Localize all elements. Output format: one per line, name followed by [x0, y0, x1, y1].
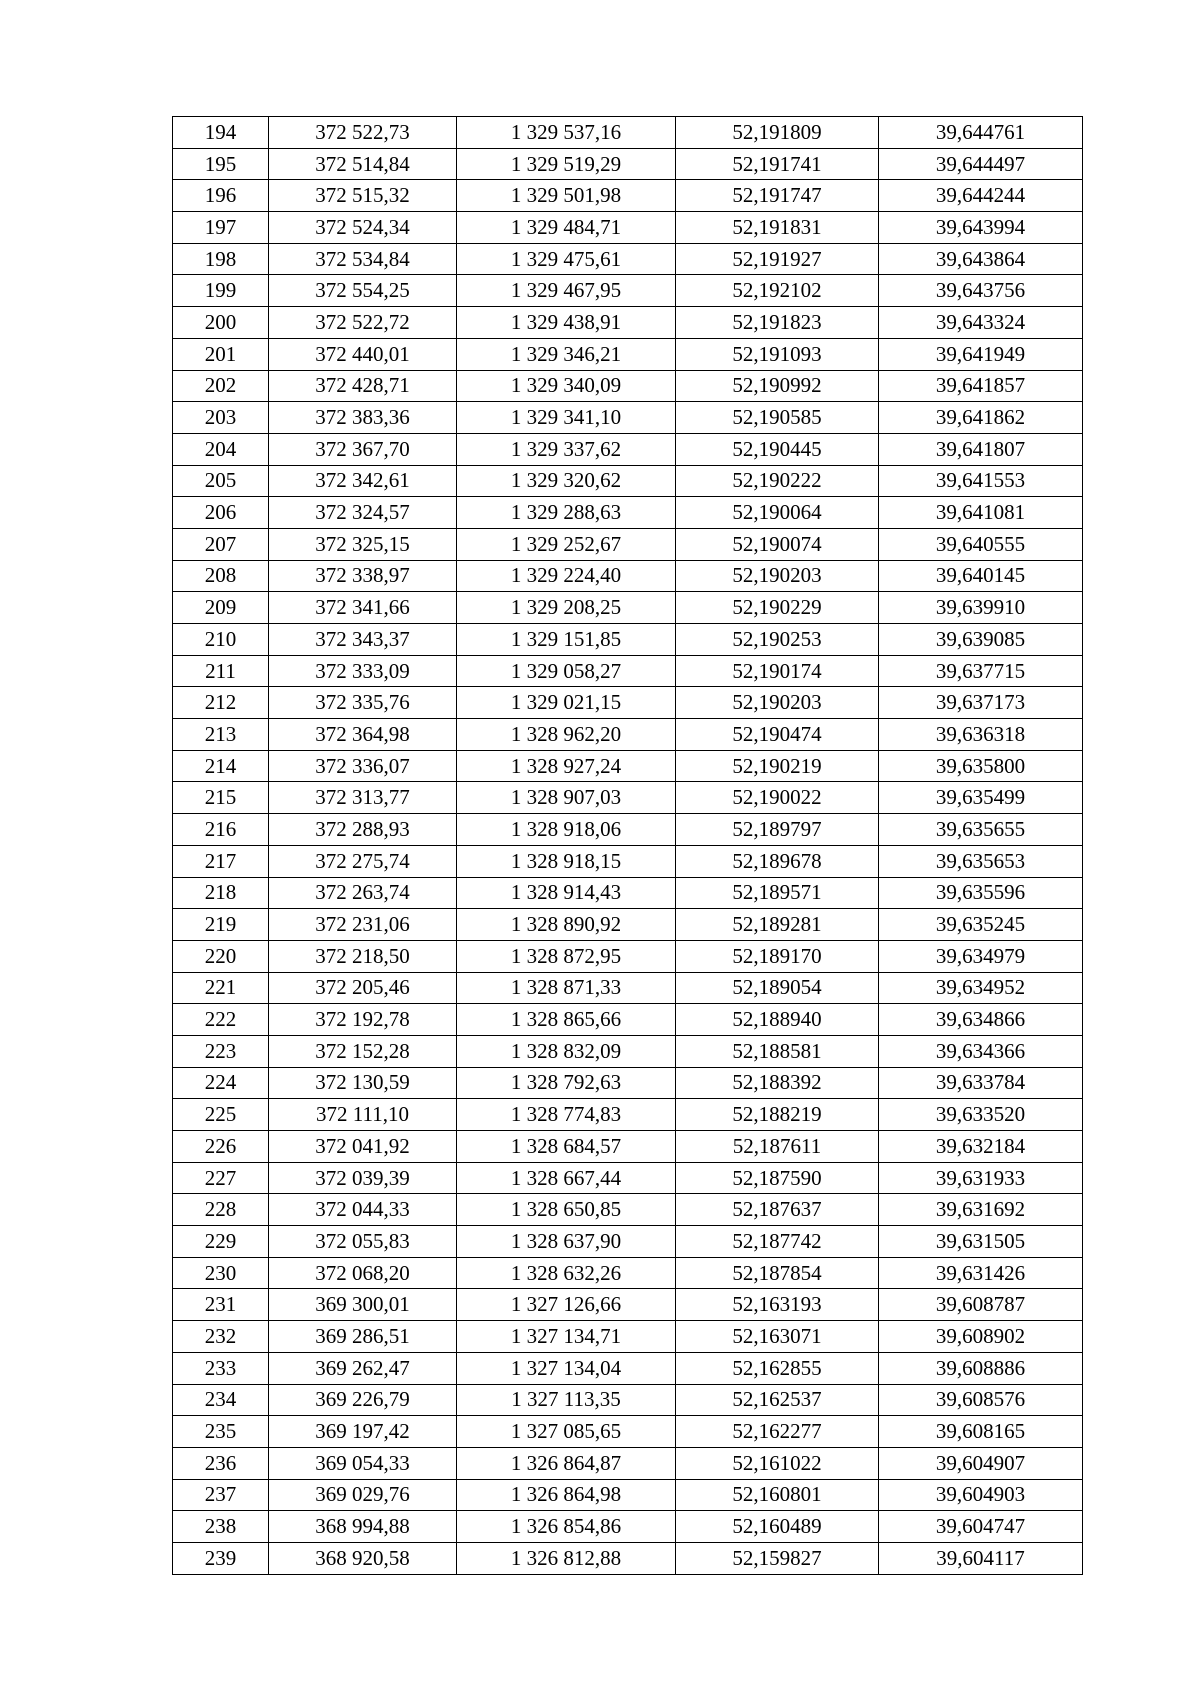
longitude-cell: 39,644761: [879, 117, 1083, 149]
point-number-cell: 238: [173, 1511, 269, 1543]
x-coordinate-cell: 369 226,79: [269, 1384, 457, 1416]
x-coordinate-cell: 369 197,42: [269, 1416, 457, 1448]
latitude-cell: 52,161022: [676, 1447, 879, 1479]
point-number-cell: 227: [173, 1162, 269, 1194]
table-row: [173, 1384, 1083, 1416]
x-coordinate-cell: 372 554,25: [269, 275, 457, 307]
table-row: [173, 687, 1083, 719]
longitude-cell: 39,641807: [879, 433, 1083, 465]
latitude-cell: 52,191809: [676, 117, 879, 149]
point-number-cell: 219: [173, 909, 269, 941]
point-number-cell: 208: [173, 560, 269, 592]
longitude-cell: 39,604747: [879, 1511, 1083, 1543]
x-coordinate-cell: 372 333,09: [269, 655, 457, 687]
y-coordinate-cell: 1 328 865,66: [457, 1004, 676, 1036]
longitude-cell: 39,641862: [879, 402, 1083, 434]
x-coordinate-cell: 372 440,01: [269, 338, 457, 370]
x-coordinate-cell: 372 192,78: [269, 1004, 457, 1036]
table-row: [173, 719, 1083, 751]
x-coordinate-cell: 372 111,10: [269, 1099, 457, 1131]
y-coordinate-cell: 1 328 872,95: [457, 940, 676, 972]
table-row: [173, 1416, 1083, 1448]
point-number-cell: 195: [173, 148, 269, 180]
table-row: [173, 243, 1083, 275]
y-coordinate-cell: 1 329 537,16: [457, 117, 676, 149]
longitude-cell: 39,631692: [879, 1194, 1083, 1226]
table-row: [173, 814, 1083, 846]
table-row: [173, 1035, 1083, 1067]
latitude-cell: 52,191747: [676, 180, 879, 212]
x-coordinate-cell: 372 428,71: [269, 370, 457, 402]
point-number-cell: 196: [173, 180, 269, 212]
longitude-cell: 39,644244: [879, 180, 1083, 212]
point-number-cell: 232: [173, 1321, 269, 1353]
point-number-cell: 210: [173, 624, 269, 656]
table-row: [173, 528, 1083, 560]
longitude-cell: 39,631933: [879, 1162, 1083, 1194]
point-number-cell: 221: [173, 972, 269, 1004]
latitude-cell: 52,190222: [676, 465, 879, 497]
table-row: [173, 655, 1083, 687]
longitude-cell: 39,637715: [879, 655, 1083, 687]
y-coordinate-cell: 1 329 252,67: [457, 528, 676, 560]
x-coordinate-cell: 372 524,34: [269, 212, 457, 244]
point-number-cell: 230: [173, 1257, 269, 1289]
point-number-cell: 197: [173, 212, 269, 244]
latitude-cell: 52,188940: [676, 1004, 879, 1036]
longitude-cell: 39,608165: [879, 1416, 1083, 1448]
x-coordinate-cell: 369 286,51: [269, 1321, 457, 1353]
longitude-cell: 39,635499: [879, 782, 1083, 814]
longitude-cell: 39,635245: [879, 909, 1083, 941]
y-coordinate-cell: 1 328 637,90: [457, 1226, 676, 1258]
x-coordinate-cell: 372 515,32: [269, 180, 457, 212]
x-coordinate-cell: 372 325,15: [269, 528, 457, 560]
table-row: [173, 1321, 1083, 1353]
latitude-cell: 52,187611: [676, 1131, 879, 1163]
longitude-cell: 39,635800: [879, 750, 1083, 782]
table-row: [173, 1447, 1083, 1479]
y-coordinate-cell: 1 329 346,21: [457, 338, 676, 370]
y-coordinate-cell: 1 326 864,98: [457, 1479, 676, 1511]
point-number-cell: 200: [173, 307, 269, 339]
longitude-cell: 39,637173: [879, 687, 1083, 719]
latitude-cell: 52,190022: [676, 782, 879, 814]
y-coordinate-cell: 1 328 918,06: [457, 814, 676, 846]
x-coordinate-cell: 369 029,76: [269, 1479, 457, 1511]
table-row: [173, 909, 1083, 941]
y-coordinate-cell: 1 328 962,20: [457, 719, 676, 751]
longitude-cell: 39,636318: [879, 719, 1083, 751]
latitude-cell: 52,190174: [676, 655, 879, 687]
y-coordinate-cell: 1 329 021,15: [457, 687, 676, 719]
longitude-cell: 39,631505: [879, 1226, 1083, 1258]
latitude-cell: 52,190219: [676, 750, 879, 782]
longitude-cell: 39,644497: [879, 148, 1083, 180]
point-number-cell: 212: [173, 687, 269, 719]
table-row: [173, 1479, 1083, 1511]
longitude-cell: 39,608902: [879, 1321, 1083, 1353]
table-row: [173, 1067, 1083, 1099]
latitude-cell: 52,190064: [676, 497, 879, 529]
x-coordinate-cell: 372 313,77: [269, 782, 457, 814]
y-coordinate-cell: 1 329 475,61: [457, 243, 676, 275]
longitude-cell: 39,641553: [879, 465, 1083, 497]
x-coordinate-cell: 372 367,70: [269, 433, 457, 465]
table-row: [173, 877, 1083, 909]
point-number-cell: 223: [173, 1035, 269, 1067]
longitude-cell: 39,604117: [879, 1542, 1083, 1574]
table-row: [173, 275, 1083, 307]
longitude-cell: 39,643994: [879, 212, 1083, 244]
x-coordinate-cell: 372 039,39: [269, 1162, 457, 1194]
point-number-cell: 199: [173, 275, 269, 307]
latitude-cell: 52,191741: [676, 148, 879, 180]
point-number-cell: 229: [173, 1226, 269, 1258]
x-coordinate-cell: 372 336,07: [269, 750, 457, 782]
y-coordinate-cell: 1 329 151,85: [457, 624, 676, 656]
table-row: [173, 1099, 1083, 1131]
latitude-cell: 52,162537: [676, 1384, 879, 1416]
table-row: [173, 465, 1083, 497]
latitude-cell: 52,189571: [676, 877, 879, 909]
longitude-cell: 39,640555: [879, 528, 1083, 560]
point-number-cell: 201: [173, 338, 269, 370]
x-coordinate-cell: 372 263,74: [269, 877, 457, 909]
point-number-cell: 194: [173, 117, 269, 149]
y-coordinate-cell: 1 328 871,33: [457, 972, 676, 1004]
latitude-cell: 52,190445: [676, 433, 879, 465]
point-number-cell: 237: [173, 1479, 269, 1511]
latitude-cell: 52,159827: [676, 1542, 879, 1574]
table-row: [173, 402, 1083, 434]
y-coordinate-cell: 1 327 126,66: [457, 1289, 676, 1321]
y-coordinate-cell: 1 329 058,27: [457, 655, 676, 687]
longitude-cell: 39,631426: [879, 1257, 1083, 1289]
x-coordinate-cell: 372 288,93: [269, 814, 457, 846]
y-coordinate-cell: 1 328 632,26: [457, 1257, 676, 1289]
latitude-cell: 52,191093: [676, 338, 879, 370]
point-number-cell: 214: [173, 750, 269, 782]
latitude-cell: 52,191927: [676, 243, 879, 275]
point-number-cell: 231: [173, 1289, 269, 1321]
x-coordinate-cell: 372 044,33: [269, 1194, 457, 1226]
point-number-cell: 233: [173, 1352, 269, 1384]
y-coordinate-cell: 1 326 854,86: [457, 1511, 676, 1543]
table-row: [173, 1257, 1083, 1289]
table-row: [173, 782, 1083, 814]
longitude-cell: 39,643756: [879, 275, 1083, 307]
y-coordinate-cell: 1 328 832,09: [457, 1035, 676, 1067]
longitude-cell: 39,608576: [879, 1384, 1083, 1416]
longitude-cell: 39,634952: [879, 972, 1083, 1004]
table-row: [173, 1226, 1083, 1258]
latitude-cell: 52,163193: [676, 1289, 879, 1321]
longitude-cell: 39,639085: [879, 624, 1083, 656]
longitude-cell: 39,643324: [879, 307, 1083, 339]
longitude-cell: 39,604907: [879, 1447, 1083, 1479]
table-row: [173, 212, 1083, 244]
latitude-cell: 52,189170: [676, 940, 879, 972]
latitude-cell: 52,162855: [676, 1352, 879, 1384]
point-number-cell: 213: [173, 719, 269, 751]
x-coordinate-cell: 372 522,73: [269, 117, 457, 149]
coordinate-table-body: [173, 117, 1083, 1575]
longitude-cell: 39,639910: [879, 592, 1083, 624]
x-coordinate-cell: 372 130,59: [269, 1067, 457, 1099]
table-row: [173, 972, 1083, 1004]
y-coordinate-cell: 1 328 918,15: [457, 845, 676, 877]
latitude-cell: 52,160489: [676, 1511, 879, 1543]
table-row: [173, 845, 1083, 877]
x-coordinate-cell: 372 324,57: [269, 497, 457, 529]
y-coordinate-cell: 1 329 438,91: [457, 307, 676, 339]
latitude-cell: 52,190992: [676, 370, 879, 402]
x-coordinate-cell: 372 041,92: [269, 1131, 457, 1163]
longitude-cell: 39,608787: [879, 1289, 1083, 1321]
latitude-cell: 52,191823: [676, 307, 879, 339]
x-coordinate-cell: 372 342,61: [269, 465, 457, 497]
longitude-cell: 39,635655: [879, 814, 1083, 846]
table-row: [173, 750, 1083, 782]
x-coordinate-cell: 369 262,47: [269, 1352, 457, 1384]
x-coordinate-cell: 372 275,74: [269, 845, 457, 877]
latitude-cell: 52,190203: [676, 687, 879, 719]
x-coordinate-cell: 372 205,46: [269, 972, 457, 1004]
point-number-cell: 203: [173, 402, 269, 434]
table-row: [173, 180, 1083, 212]
latitude-cell: 52,187854: [676, 1257, 879, 1289]
latitude-cell: 52,189678: [676, 845, 879, 877]
y-coordinate-cell: 1 328 890,92: [457, 909, 676, 941]
point-number-cell: 226: [173, 1131, 269, 1163]
latitude-cell: 52,190585: [676, 402, 879, 434]
y-coordinate-cell: 1 327 113,35: [457, 1384, 676, 1416]
longitude-cell: 39,635653: [879, 845, 1083, 877]
y-coordinate-cell: 1 328 914,43: [457, 877, 676, 909]
table-row: [173, 338, 1083, 370]
longitude-cell: 39,633520: [879, 1099, 1083, 1131]
point-number-cell: 202: [173, 370, 269, 402]
latitude-cell: 52,190203: [676, 560, 879, 592]
x-coordinate-cell: 369 300,01: [269, 1289, 457, 1321]
point-number-cell: 228: [173, 1194, 269, 1226]
table-row: [173, 940, 1083, 972]
longitude-cell: 39,608886: [879, 1352, 1083, 1384]
x-coordinate-cell: 372 231,06: [269, 909, 457, 941]
y-coordinate-cell: 1 329 501,98: [457, 180, 676, 212]
point-number-cell: 198: [173, 243, 269, 275]
latitude-cell: 52,189797: [676, 814, 879, 846]
latitude-cell: 52,191831: [676, 212, 879, 244]
y-coordinate-cell: 1 329 467,95: [457, 275, 676, 307]
point-number-cell: 234: [173, 1384, 269, 1416]
x-coordinate-cell: 369 054,33: [269, 1447, 457, 1479]
y-coordinate-cell: 1 327 134,71: [457, 1321, 676, 1353]
longitude-cell: 39,635596: [879, 877, 1083, 909]
longitude-cell: 39,641949: [879, 338, 1083, 370]
table-row: [173, 592, 1083, 624]
x-coordinate-cell: 372 055,83: [269, 1226, 457, 1258]
longitude-cell: 39,634866: [879, 1004, 1083, 1036]
latitude-cell: 52,187742: [676, 1226, 879, 1258]
table-row: [173, 1131, 1083, 1163]
x-coordinate-cell: 372 534,84: [269, 243, 457, 275]
x-coordinate-cell: 368 920,58: [269, 1542, 457, 1574]
x-coordinate-cell: 368 994,88: [269, 1511, 457, 1543]
point-number-cell: 216: [173, 814, 269, 846]
y-coordinate-cell: 1 326 812,88: [457, 1542, 676, 1574]
longitude-cell: 39,604903: [879, 1479, 1083, 1511]
y-coordinate-cell: 1 329 519,29: [457, 148, 676, 180]
table-row: [173, 117, 1083, 149]
longitude-cell: 39,640145: [879, 560, 1083, 592]
table-row: [173, 307, 1083, 339]
table-row: [173, 624, 1083, 656]
y-coordinate-cell: 1 328 684,57: [457, 1131, 676, 1163]
x-coordinate-cell: 372 343,37: [269, 624, 457, 656]
table-row: [173, 497, 1083, 529]
longitude-cell: 39,643864: [879, 243, 1083, 275]
coordinate-table: [172, 116, 1083, 1575]
y-coordinate-cell: 1 327 134,04: [457, 1352, 676, 1384]
y-coordinate-cell: 1 327 085,65: [457, 1416, 676, 1448]
latitude-cell: 52,192102: [676, 275, 879, 307]
longitude-cell: 39,633784: [879, 1067, 1083, 1099]
point-number-cell: 211: [173, 655, 269, 687]
x-coordinate-cell: 372 068,20: [269, 1257, 457, 1289]
point-number-cell: 224: [173, 1067, 269, 1099]
y-coordinate-cell: 1 329 224,40: [457, 560, 676, 592]
point-number-cell: 204: [173, 433, 269, 465]
point-number-cell: 209: [173, 592, 269, 624]
y-coordinate-cell: 1 328 907,03: [457, 782, 676, 814]
y-coordinate-cell: 1 329 208,25: [457, 592, 676, 624]
longitude-cell: 39,634979: [879, 940, 1083, 972]
point-number-cell: 218: [173, 877, 269, 909]
table-row: [173, 1511, 1083, 1543]
x-coordinate-cell: 372 152,28: [269, 1035, 457, 1067]
latitude-cell: 52,187637: [676, 1194, 879, 1226]
point-number-cell: 239: [173, 1542, 269, 1574]
latitude-cell: 52,190474: [676, 719, 879, 751]
y-coordinate-cell: 1 328 774,83: [457, 1099, 676, 1131]
table-row: [173, 1004, 1083, 1036]
latitude-cell: 52,187590: [676, 1162, 879, 1194]
x-coordinate-cell: 372 338,97: [269, 560, 457, 592]
latitude-cell: 52,162277: [676, 1416, 879, 1448]
x-coordinate-cell: 372 522,72: [269, 307, 457, 339]
y-coordinate-cell: 1 329 337,62: [457, 433, 676, 465]
y-coordinate-cell: 1 329 484,71: [457, 212, 676, 244]
x-coordinate-cell: 372 218,50: [269, 940, 457, 972]
latitude-cell: 52,189281: [676, 909, 879, 941]
point-number-cell: 217: [173, 845, 269, 877]
y-coordinate-cell: 1 329 341,10: [457, 402, 676, 434]
latitude-cell: 52,188392: [676, 1067, 879, 1099]
point-number-cell: 206: [173, 497, 269, 529]
x-coordinate-cell: 372 335,76: [269, 687, 457, 719]
point-number-cell: 225: [173, 1099, 269, 1131]
y-coordinate-cell: 1 328 792,63: [457, 1067, 676, 1099]
table-row: [173, 433, 1083, 465]
x-coordinate-cell: 372 383,36: [269, 402, 457, 434]
latitude-cell: 52,190229: [676, 592, 879, 624]
x-coordinate-cell: 372 514,84: [269, 148, 457, 180]
table-row: [173, 370, 1083, 402]
table-row: [173, 148, 1083, 180]
table-row: [173, 560, 1083, 592]
y-coordinate-cell: 1 328 650,85: [457, 1194, 676, 1226]
y-coordinate-cell: 1 326 864,87: [457, 1447, 676, 1479]
longitude-cell: 39,632184: [879, 1131, 1083, 1163]
table-row: [173, 1162, 1083, 1194]
y-coordinate-cell: 1 329 288,63: [457, 497, 676, 529]
latitude-cell: 52,163071: [676, 1321, 879, 1353]
x-coordinate-cell: 372 341,66: [269, 592, 457, 624]
table-row: [173, 1352, 1083, 1384]
latitude-cell: 52,190074: [676, 528, 879, 560]
longitude-cell: 39,634366: [879, 1035, 1083, 1067]
y-coordinate-cell: 1 328 927,24: [457, 750, 676, 782]
table-row: [173, 1194, 1083, 1226]
latitude-cell: 52,188219: [676, 1099, 879, 1131]
latitude-cell: 52,189054: [676, 972, 879, 1004]
point-number-cell: 205: [173, 465, 269, 497]
y-coordinate-cell: 1 329 340,09: [457, 370, 676, 402]
point-number-cell: 236: [173, 1447, 269, 1479]
y-coordinate-cell: 1 329 320,62: [457, 465, 676, 497]
latitude-cell: 52,190253: [676, 624, 879, 656]
table-row: [173, 1542, 1083, 1574]
point-number-cell: 215: [173, 782, 269, 814]
x-coordinate-cell: 372 364,98: [269, 719, 457, 751]
longitude-cell: 39,641857: [879, 370, 1083, 402]
latitude-cell: 52,160801: [676, 1479, 879, 1511]
point-number-cell: 207: [173, 528, 269, 560]
point-number-cell: 235: [173, 1416, 269, 1448]
latitude-cell: 52,188581: [676, 1035, 879, 1067]
point-number-cell: 222: [173, 1004, 269, 1036]
point-number-cell: 220: [173, 940, 269, 972]
y-coordinate-cell: 1 328 667,44: [457, 1162, 676, 1194]
longitude-cell: 39,641081: [879, 497, 1083, 529]
table-row: [173, 1289, 1083, 1321]
